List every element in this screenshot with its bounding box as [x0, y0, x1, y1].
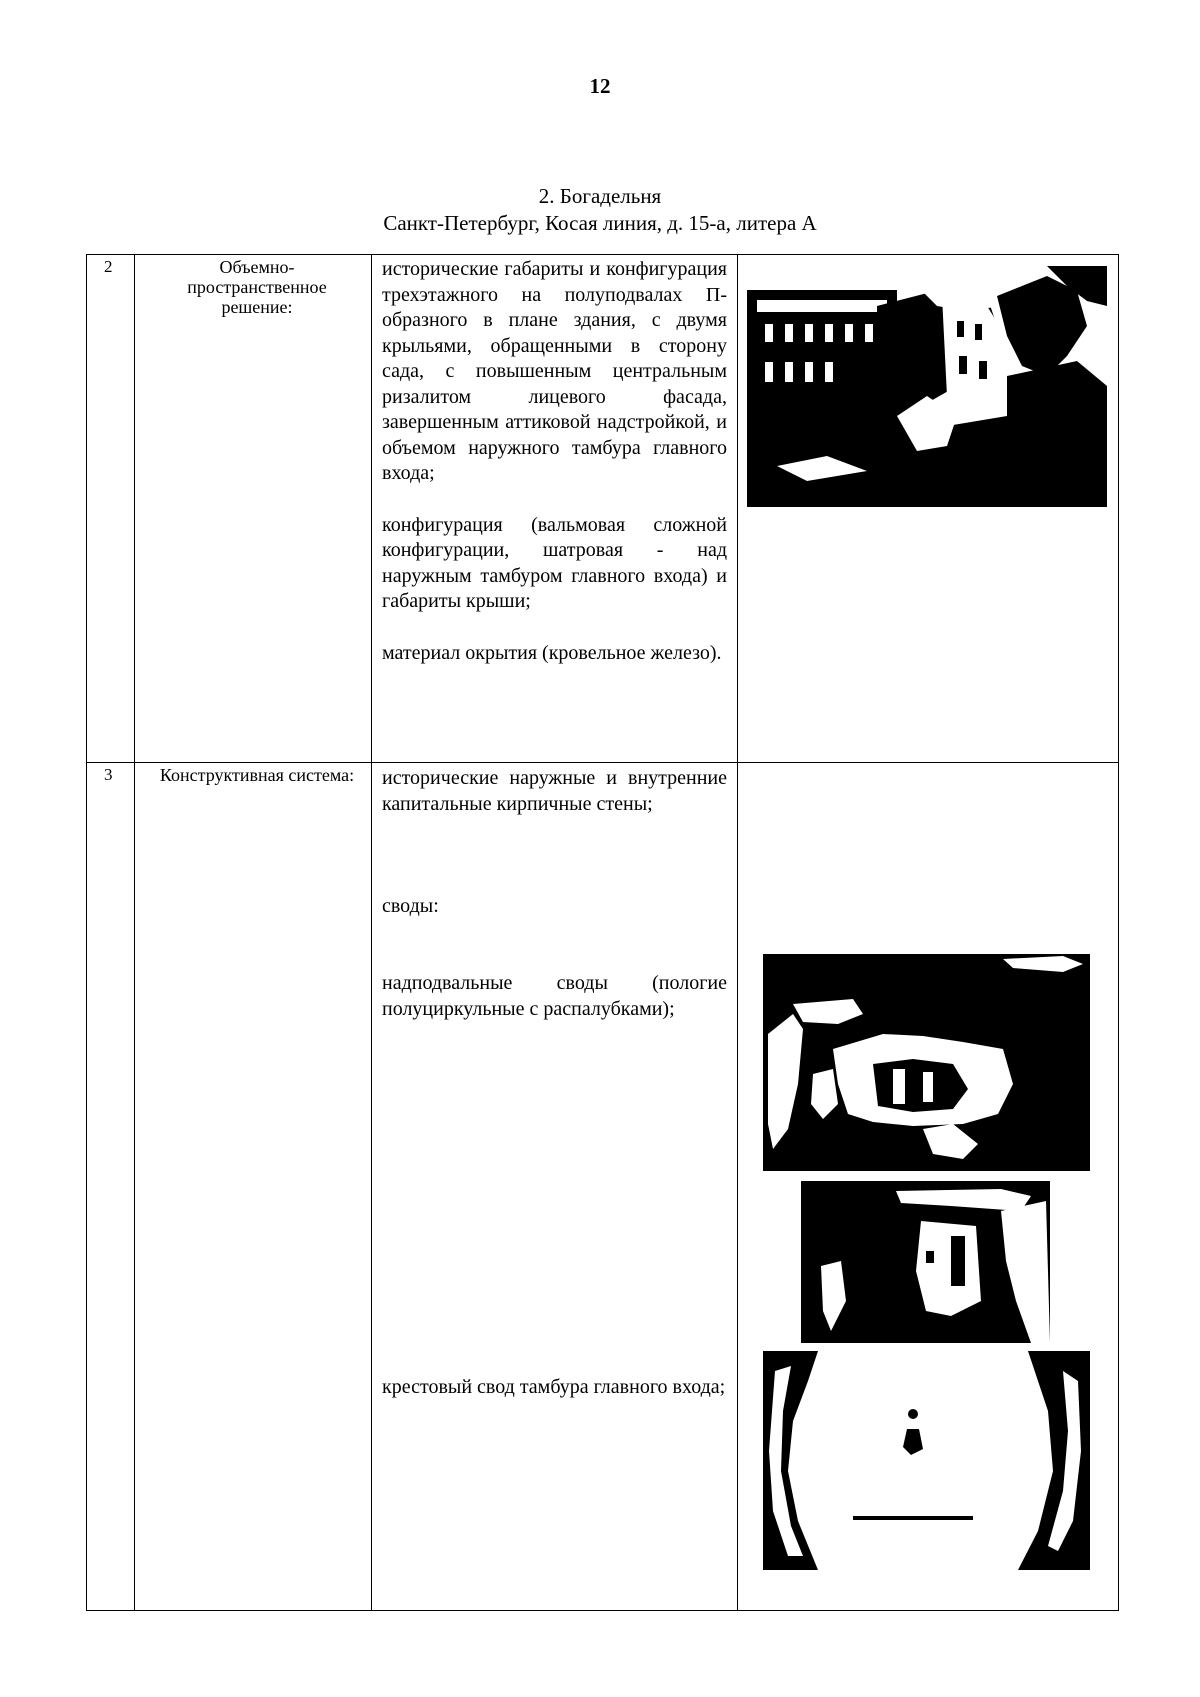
table-column-divider	[371, 255, 372, 1610]
description-item: крестовый свод тамбура главного входа;	[382, 1376, 726, 1398]
description-item: исторические габариты и конфигурация трехэтажного на полуподвалах П-образного в плане здания, с двумя крыльями, обращенными в сторону сада, с повышенным центральным ризалитом лицевого фасада, завершенным аттиковой надстройкой, и объемом наружного тамбура главного входа;	[382, 258, 727, 484]
basement-interior-photo	[801, 1181, 1050, 1343]
section-title: 2. Богадельня	[538, 184, 662, 208]
description-item: надподвальные своды (пологие полуциркульные с распалубками);	[382, 972, 727, 1020]
cross-vault-photo	[763, 1351, 1090, 1570]
section-address: Санкт-Петербург, Косая линия, д. 15-а, литера А	[383, 211, 817, 235]
row-number: 2	[104, 257, 113, 276]
table-row-divider	[87, 762, 1118, 763]
page-number: 12	[589, 74, 611, 98]
section-heading	[0, 183, 1200, 237]
description-item: исторические наружные и внутренние капитальные кирпичные стены;	[382, 767, 727, 815]
row-number: 3	[104, 765, 113, 784]
table-column-divider	[737, 255, 738, 1610]
objects-table	[86, 254, 1119, 1611]
description-item: своды:	[382, 895, 439, 917]
row-element-name: Объемно-пространственное решение:	[187, 257, 327, 317]
basement-vault-photo	[763, 954, 1090, 1171]
row-element-name: Конструктивная система:	[159, 765, 355, 785]
description-item: конфигурация (вальмовая сложной конфигурации, шатровая - над наружным тамбуром главного входа) и габариты крыши;	[382, 513, 727, 612]
table-column-divider	[134, 255, 135, 1610]
building-facade-photo	[747, 266, 1107, 507]
row-description	[382, 257, 727, 666]
description-item: материал окрытия (кровельное железо).	[382, 641, 722, 664]
